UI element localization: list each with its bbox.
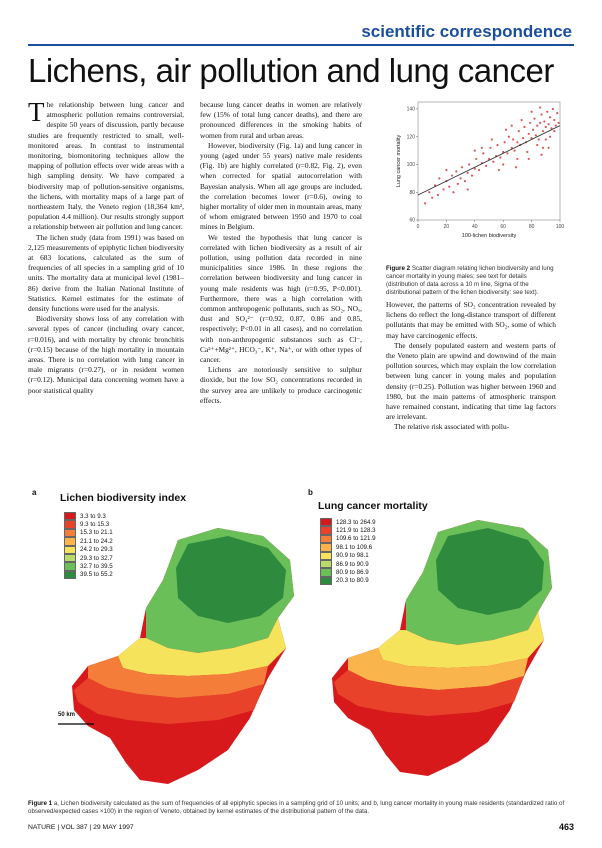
figure1-caption xyxy=(28,800,574,816)
data-point xyxy=(481,147,483,149)
legend-label: 128.3 to 264.9 xyxy=(336,518,376,526)
legend-label: 24.2 to 29.3 xyxy=(80,546,113,554)
journal-info: NATURE | VOL 387 | 29 MAY 1997 xyxy=(28,824,134,831)
legend-label: 15.3 to 21.1 xyxy=(80,529,113,537)
data-point xyxy=(532,129,534,131)
data-point xyxy=(457,183,459,185)
body-column-2 xyxy=(200,100,362,406)
data-point xyxy=(464,180,466,182)
data-point xyxy=(482,152,484,154)
data-point xyxy=(557,122,559,124)
data-point xyxy=(518,130,520,132)
figure2-scatter-chart xyxy=(394,96,566,246)
paragraph-text: he relationship between lung cancer and atmospheric pollution remains controversial, despite 50 years of discussion, partly because studies are frequently restricted to small, well-monitored areas. In contrast to instrumental monitoring, biomonitoring techniques allow the mapping of pollution effects over wide areas with a high sampling density. We have compared a biodiversity map of pollution-sensitive organisms, the lichens, with mortality maps of a large part of northeastern Italy, the Veneto region (18,364 km², population 4.4 million). Our results strongly support a relationship between air pollution and lung cancer. xyxy=(28,100,184,232)
data-point xyxy=(460,177,462,179)
data-point xyxy=(467,188,469,190)
legend-swatch xyxy=(64,520,76,529)
legend-label: 29.3 to 32.7 xyxy=(80,554,113,562)
data-point xyxy=(467,172,469,174)
data-point xyxy=(455,170,457,172)
y-tick-label: 60 xyxy=(409,217,415,224)
data-point xyxy=(536,144,538,146)
data-point xyxy=(535,134,537,136)
figure2-caption-text: Scatter diagram relating lichen biodiversity and lung cancer mortality in young males; see text for details (distribution of data across a 10 m line, Sigma of the distributional pattern of the lichen biodiversity: see text). xyxy=(386,265,554,296)
legend-entry xyxy=(64,562,113,570)
paragraph: The densely populated eastern and western parts of the Veneto plain are upwind and downwind of the main pollution sources, which may explain the low correlation between lung cancer in young males and population density (r=0.25). Pollution was higher between 1960 and 1980, but the main patterns of atmospheric transport have remained constant, indicating that time lag factors are irrelevant. xyxy=(386,340,556,422)
data-point xyxy=(475,158,477,160)
data-point xyxy=(451,174,453,176)
data-point xyxy=(552,108,554,110)
legend-label: 32.7 to 39.5 xyxy=(80,563,113,571)
paragraph: Biodiversity shows loss of any correlation with several types of cancer (including ovary cancer, r=0.016), and with mortality by chronic bronchitis (r=0.15) because of the high mortality in mountain areas. There is no correlation with lung cancer in male migrants (r=0.27), or in resident women (r=0.12). Municipal data concerning women have a poor statistical quality xyxy=(28,314,184,395)
data-point xyxy=(539,122,541,124)
data-point xyxy=(504,141,506,143)
data-point xyxy=(491,138,493,140)
legend-entry xyxy=(64,520,113,528)
legend-label: 9.3 to 15.3 xyxy=(80,521,110,529)
legend-entry xyxy=(64,537,113,545)
data-point xyxy=(548,123,550,125)
legend-swatch xyxy=(64,571,76,580)
data-point xyxy=(468,163,470,165)
section-rule xyxy=(28,44,574,46)
legend-label: 121.9 to 128.3 xyxy=(336,527,376,535)
legend-label: 90.9 to 98.1 xyxy=(336,552,369,560)
panel-a-label: a xyxy=(32,488,37,497)
x-tick-label: 60 xyxy=(500,224,506,230)
legend-swatch xyxy=(320,552,332,561)
legend-entry xyxy=(320,577,376,585)
data-point xyxy=(528,158,530,160)
paragraph: Lichens are notoriously sensitive to sulphur dioxide, but the low SO₂ concentrations recorded in the survey area are unlikely to produce carcinogenic effects. xyxy=(200,365,362,405)
legend-entry xyxy=(320,568,376,576)
data-point xyxy=(499,156,501,158)
paragraph: However, the patterns of SO₂ concentration revealed by lichens do reflect the long-distance transport of different pollutants that may be emitted with SO₂, some of which may have carcinogenic effects. xyxy=(386,300,556,340)
legend-entry xyxy=(64,554,113,562)
legend-swatch xyxy=(64,546,76,555)
legend-entry xyxy=(64,529,113,537)
legend-swatch xyxy=(64,537,76,546)
legend-entry xyxy=(320,526,376,534)
article-title: Lichens, air pollution and lung cancer xyxy=(28,52,554,89)
data-point xyxy=(528,133,530,135)
legend-entry xyxy=(64,546,113,554)
data-point xyxy=(496,144,498,146)
data-point xyxy=(545,126,547,128)
legend-swatch xyxy=(64,554,76,563)
data-point xyxy=(553,119,555,121)
data-point xyxy=(489,147,491,149)
data-point xyxy=(553,130,555,132)
legend-label: 98.1 to 109.6 xyxy=(336,543,373,551)
data-point xyxy=(540,113,542,115)
data-point xyxy=(556,112,558,114)
data-point xyxy=(437,194,439,196)
data-point xyxy=(549,116,551,118)
x-tick-label: 40 xyxy=(472,224,478,230)
body-column-1 xyxy=(28,97,184,396)
page-footer xyxy=(28,822,574,834)
figure1-caption-label: Figure 1 xyxy=(28,800,53,807)
data-point xyxy=(543,120,545,122)
data-point xyxy=(515,166,517,168)
data-point xyxy=(545,138,547,140)
figure1-caption-text: a, Lichen biodiversity calculated as the sum of frequencies of all epiphytic species in a sampling grid of 10 units; and b, lung cancer mortality in young male residents (standardized ratio of observed/expected cases ×100) in the region of Veneto, obtained by kernel estimates of the distributional pattern of the data. xyxy=(28,800,565,815)
legend-label: 109.6 to 121.9 xyxy=(336,535,376,543)
x-tick-label: 100 xyxy=(555,224,565,230)
legend-label: 86.9 to 90.9 xyxy=(336,560,369,568)
legend-label: 20.3 to 80.9 xyxy=(336,577,369,585)
data-point xyxy=(445,169,447,171)
data-point xyxy=(522,137,524,139)
x-tick-label: 80 xyxy=(528,224,535,230)
panel-b-label: b xyxy=(308,488,313,497)
plot-area xyxy=(418,102,560,220)
data-point xyxy=(531,111,533,113)
data-point xyxy=(492,161,494,163)
data-point xyxy=(521,119,523,121)
data-point xyxy=(485,165,487,167)
section-heading: scientific correspondence xyxy=(361,22,572,41)
data-point xyxy=(505,129,507,131)
legend-swatch xyxy=(320,518,332,527)
data-point xyxy=(452,191,454,193)
data-point xyxy=(540,154,542,156)
legend-entry xyxy=(64,512,113,520)
legend-swatch xyxy=(320,535,332,544)
data-point xyxy=(542,130,544,132)
data-point xyxy=(555,125,557,127)
data-point xyxy=(548,147,550,149)
x-tick-label: 20 xyxy=(443,224,450,230)
legend-swatch xyxy=(64,529,76,538)
data-point xyxy=(536,125,538,127)
body-column-3 xyxy=(386,300,556,433)
legend-entry xyxy=(320,543,376,551)
legend-swatch xyxy=(320,560,332,569)
data-point xyxy=(448,186,450,188)
data-point xyxy=(506,152,508,154)
legend-label: 80.9 to 86.9 xyxy=(336,569,369,577)
y-tick-label: 120 xyxy=(406,134,415,141)
data-point xyxy=(498,169,500,171)
legend-entry xyxy=(320,518,376,526)
data-point xyxy=(529,122,531,124)
y-tick-label: 140 xyxy=(406,106,415,113)
legend-swatch xyxy=(320,526,332,535)
data-point xyxy=(516,158,518,160)
y-tick-label: 100 xyxy=(406,162,415,169)
data-point xyxy=(511,125,513,127)
map-b-title: Lung cancer mortality xyxy=(318,500,428,512)
data-point xyxy=(478,169,480,171)
data-point xyxy=(424,202,426,204)
legend-entry xyxy=(320,535,376,543)
legend-swatch xyxy=(320,577,332,586)
data-point xyxy=(474,149,476,151)
figure1 xyxy=(28,488,574,794)
legend-b xyxy=(320,518,376,585)
data-point xyxy=(538,138,540,140)
x-axis-label: 100-lichen biodiversity xyxy=(461,233,517,239)
data-point xyxy=(442,188,444,190)
legend-entry xyxy=(320,560,376,568)
map-a-title: Lichen biodiversity index xyxy=(60,492,187,504)
paragraph: However, biodiversity (Fig. 1a) and lung cancer in young (aged under 55 years) native male residents (Fig. 1b) are highly correlated (r=0.82, Fig. 2), even when corrected for spatial autocorrelation with Bayesian analysis. When all age groups are included, the correlation becomes lower (r=0.6), owing to higher mortality of older men in mountain areas, many of whom emigrated between 1950 and 1970 to coal mines in Belgium. xyxy=(200,140,362,232)
data-point xyxy=(471,174,473,176)
figure2-caption xyxy=(386,265,556,297)
data-point xyxy=(533,118,535,120)
data-point xyxy=(508,136,510,138)
data-point xyxy=(542,147,544,149)
data-point xyxy=(431,197,433,199)
legend-label: 3.3 to 9.3 xyxy=(80,512,106,520)
legend-swatch xyxy=(320,543,332,552)
data-point xyxy=(513,149,515,151)
data-point xyxy=(549,136,551,138)
data-point xyxy=(438,177,440,179)
scale-label: 50 km xyxy=(58,712,76,718)
data-point xyxy=(502,163,504,165)
data-point xyxy=(546,111,548,113)
paragraph: We tested the hypothesis that lung cancer is correlated with lichen biodiversity as a result of air pollution, using pollution data recorded in nine municipalities since 1986. In these regions the correlation between biodiversity and lung cancer in young male residents was high (r=0.95, P<0.001). Furthermore, there was a high correlation with common anthropogenic pollutants, such as SO₂, NOₓ, dust and SO₄²⁻ (r=0.92, 0.87, 0.86 and 0.85, respectively; P<0.01 in all cases), and no correlation with non-anthropogenic substances such as Cl⁻, Ca²⁺+Mg²⁺, HCO₃⁻, K⁺, Na⁺, or with other types of cancer. xyxy=(200,232,362,365)
paragraph: because lung cancer deaths in women are relatively few (15% of total lung cancer deaths), and there are pronounced differences in the smoking habits of women from rural and urban areas. xyxy=(200,100,362,140)
data-point xyxy=(523,126,525,128)
legend-label: 21.1 to 24.2 xyxy=(80,537,113,545)
legend-entry xyxy=(320,552,376,560)
legend-entry xyxy=(64,571,113,579)
y-tick-label: 80 xyxy=(409,189,415,196)
data-point xyxy=(539,106,541,108)
data-point xyxy=(516,141,518,143)
legend-a xyxy=(64,512,113,579)
data-point xyxy=(526,151,528,153)
legend-swatch xyxy=(320,568,332,577)
data-point xyxy=(461,166,463,168)
paragraph: The relative risk associated with pollu- xyxy=(394,422,510,432)
legend-label: 39.5 to 55.2 xyxy=(80,571,113,579)
legend-swatch xyxy=(64,562,76,571)
drop-cap: T xyxy=(28,97,45,127)
page-number: 463 xyxy=(558,822,574,832)
figure2-caption-label: Figure 2 xyxy=(386,265,411,272)
paragraph: The lichen study (data from 1991) was based on 2,125 measurements of epiphytic lichen biodiversity at 683 locations, calculated as the sum of frequencies of all species in a sampling grid of 10 units. The mortality data at municipal level (1981–86) derive from the Italian National Institute of Statistics. Kernel estimates for the estimate of density functions were used for the analysis. xyxy=(28,232,184,314)
data-point xyxy=(512,138,514,140)
y-axis-label: Lung cancer mortality xyxy=(396,134,402,188)
paragraph xyxy=(28,97,184,233)
data-point xyxy=(428,191,430,193)
legend-swatch xyxy=(64,512,76,521)
x-tick-label: 0 xyxy=(416,224,420,230)
